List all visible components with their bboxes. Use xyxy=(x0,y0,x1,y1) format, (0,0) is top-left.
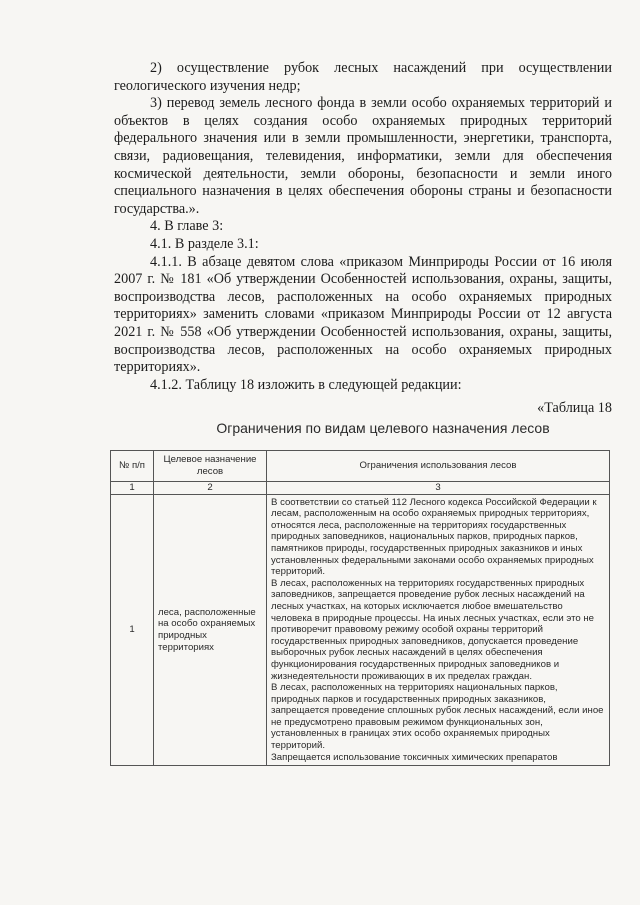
restrictions-table xyxy=(110,450,610,766)
restriction-paragraph: В лесах, расположенных на территориях национальных парков, природных парков и государственных природных заказников, запрещается проведение сплошных рубок лесных насаждений, если иное не предусмотрено правовым режимом функциональных зон, установленных в границах этих особо охраняемых природных территорий. xyxy=(271,682,604,752)
header-purpose: Целевое назначение лесов xyxy=(154,451,267,482)
table-header-row xyxy=(111,451,610,482)
table-label: «Таблица 18 xyxy=(537,400,612,417)
header-restrictions: Ограничения использования лесов xyxy=(267,451,610,482)
paragraph-4-1-2: 4.1.2. Таблицу 18 изложить в следующей редакции: xyxy=(150,376,462,393)
paragraph-item-2: 2) осуществление рубок лесных насаждений при осуществлении геологического изучения недр; xyxy=(114,60,612,94)
row-number: 1 xyxy=(111,494,154,766)
row-restrictions xyxy=(267,494,610,766)
paragraph-item-3: 3) перевод земель лесного фонда в земли особо охраняемых территорий и объектов в целях создания особо охраняемых природных территорий федерального значения или в земли промышленности, энергетики, транспорта, связи, радиовещания, телевидения, информатики, земли для обеспечения космической деятельности, земли обороны, безопасности и земли иного специального назначения в целях обеспечения обороны страны и безопасности государства.». xyxy=(114,95,612,217)
header-number: № п/п xyxy=(111,451,154,482)
restriction-paragraph: В соответствии со статьей 112 Лесного кодекса Российской Федерации к лесам, расположенным на особо охраняемых природных территориях, относятся леса, расположенные на территориях государственных природных заповедников, национальных парков, природных парков, памятников природы, государственных природных заказников и иных установленных федеральными законами особо охраняемых природных территорий. xyxy=(271,496,597,578)
column-number-3: 3 xyxy=(267,482,610,495)
paragraph-section-3-1: 4.1. В разделе 3.1: xyxy=(150,235,259,252)
column-number-2: 2 xyxy=(154,482,267,495)
paragraph-chapter-3: 4. В главе 3: xyxy=(150,218,224,235)
table-column-numbers-row xyxy=(111,482,610,495)
table-row xyxy=(111,494,610,766)
restriction-paragraph: В лесах, расположенных на территориях государственных природных заповедников, запрещается проведение рубок лесных насаждений на лесных участках, на которых исключается любое вмешательство человека в природные процессы. На иных лесных участках, если это не противоречит правовому режиму особой охраны территорий государственных природных заповедников, допускается проведение выборочных рубок лесных насаждений в целях обеспечения функционирования государственных природных заповедников и жизнедеятельности проживающих в их пределах граждан. xyxy=(271,577,594,682)
restriction-paragraph: Запрещается использование токсичных химических препаратов xyxy=(271,751,558,763)
paragraph-4-1-1: 4.1.1. В абзаце девятом слова «приказом Минприроды России от 16 июля 2007 г. № 181 «Об утверждении Особенностей использования, охраны, защиты, воспроизводства лесов, расположенных на особо охраняемых природных территориях» заменить словами «приказом Минприроды России от 12 августа 2021 г. № 558 «Об утверждении Особенностей использования, охраны, защиты, воспроизводства лесов, расположенных на особо охраняемых природных территориях». xyxy=(114,253,612,376)
row-purpose: леса, расположенные на особо охраняемых природных территориях xyxy=(154,494,267,766)
document-body xyxy=(114,60,612,418)
table-title: Ограничения по видам целевого назначения лесов xyxy=(216,420,550,436)
column-number-1: 1 xyxy=(111,482,154,495)
